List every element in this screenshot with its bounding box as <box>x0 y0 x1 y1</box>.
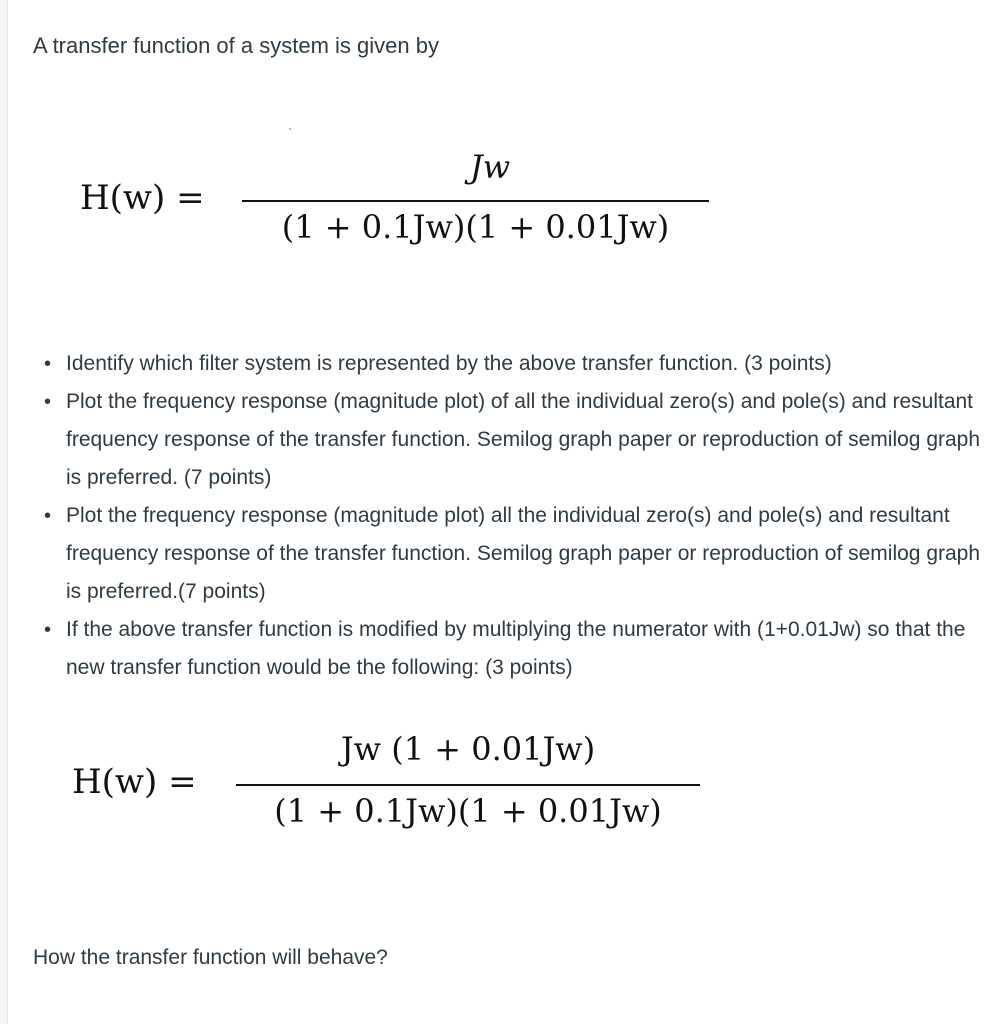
stray-dot <box>289 128 291 130</box>
list-item-text: Plot the frequency response (magnitude plot) all the individual zero(s) and pole(s) and resultant frequency response of the transfer function. Semilog graph paper or reproduction of semilog graph is preferred.(7 points) <box>66 504 981 603</box>
bullet-icon: • <box>44 353 52 375</box>
question-text: How the transfer function will behave? <box>33 946 388 969</box>
intro-text: A transfer function of a system is given by <box>33 33 439 58</box>
list-item <box>44 345 994 383</box>
bullet-icon: • <box>44 505 52 527</box>
equation-2-lhs: H(w) = <box>72 762 197 802</box>
list-item-text: If the above transfer function is modified by multiplying the numerator with (1+0.01Jw) so that the new transfer function would be the following: (3 points) <box>66 618 966 679</box>
question-list <box>44 345 994 687</box>
left-border <box>0 0 8 1024</box>
equation-2-fraction-bar <box>236 784 700 786</box>
list-item <box>44 383 994 497</box>
list-item <box>44 497 994 611</box>
equation-1-lhs: H(w) = <box>80 178 205 218</box>
equation-2-numerator: Jw (1 + 0.01Jw) <box>340 730 596 768</box>
list-item-text: Identify which filter system is represented by the above transfer function. (3 points) <box>66 352 832 375</box>
list-item-text: Plot the frequency response (magnitude plot) of all the individual zero(s) and pole(s) and resultant frequency response of the transfer function. Semilog graph paper or reproduction of semilog graph is preferred. (7 points) <box>66 390 981 489</box>
equation-2-denominator: (1 + 0.1Jw)(1 + 0.01Jw) <box>274 792 662 830</box>
bullet-icon: • <box>44 391 52 413</box>
equation-1-numerator: Jw <box>469 148 511 186</box>
equation-1-fraction-bar <box>242 200 709 202</box>
list-item <box>44 611 994 687</box>
bullet-icon: • <box>44 619 52 641</box>
equation-1-denominator: (1 + 0.1Jw)(1 + 0.01Jw) <box>281 208 670 246</box>
